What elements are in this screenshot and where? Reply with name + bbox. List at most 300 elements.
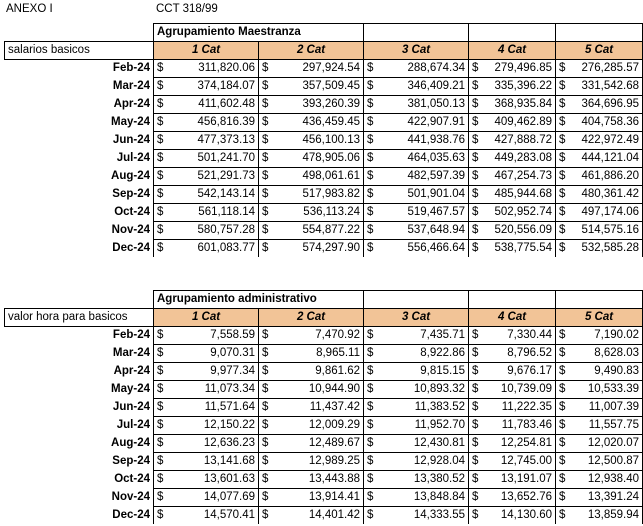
- currency-symbol: $: [157, 98, 164, 110]
- currency-symbol: $: [367, 152, 374, 164]
- value-cell: [154, 150, 259, 168]
- value-cell: [556, 345, 643, 363]
- currency-symbol: $: [367, 134, 374, 146]
- month-label: Apr-24: [113, 98, 150, 110]
- amount: 13,380.52: [413, 473, 465, 485]
- category-header: 1 Cat: [154, 42, 259, 60]
- value-cell: [259, 417, 364, 435]
- amount: 13,391.24: [587, 491, 639, 503]
- amount: 381,050.13: [407, 98, 465, 110]
- value-cell: [469, 363, 556, 381]
- value-cell: [259, 132, 364, 150]
- currency-symbol: $: [559, 170, 566, 182]
- currency-symbol: $: [262, 419, 269, 431]
- value-cell: [364, 222, 469, 240]
- month-label: Feb-24: [112, 329, 150, 342]
- amount: 13,859.94: [587, 509, 639, 521]
- amount: 8,628.03: [594, 347, 639, 359]
- currency-symbol: $: [472, 365, 479, 377]
- currency-symbol: $: [262, 242, 269, 254]
- amount: 444,121.04: [581, 152, 639, 164]
- month-label: Dec-24: [112, 508, 150, 521]
- currency-symbol: $: [157, 491, 164, 503]
- month-label: Aug-24: [111, 437, 150, 449]
- value-cell: [259, 345, 364, 363]
- currency-symbol: $: [367, 170, 374, 182]
- table-row: [5, 327, 643, 345]
- amount: 13,914.41: [308, 491, 360, 503]
- value-cell: [556, 435, 643, 453]
- table-row: [5, 222, 643, 240]
- currency-symbol: $: [367, 491, 374, 503]
- value-cell: [469, 240, 556, 258]
- currency-symbol: $: [157, 206, 164, 218]
- value-cell: [364, 204, 469, 222]
- value-cell: [469, 345, 556, 363]
- currency-symbol: $: [559, 152, 566, 164]
- month-label: Nov-24: [111, 224, 150, 236]
- value-cell: [469, 399, 556, 417]
- month-label: Jul-24: [116, 152, 150, 164]
- value-cell: [154, 345, 259, 363]
- amount: 8,965.11: [316, 347, 360, 359]
- table-row: [5, 345, 643, 363]
- currency-symbol: $: [472, 455, 479, 467]
- amount: 502,952.74: [494, 206, 552, 218]
- currency-symbol: $: [559, 347, 566, 359]
- amount: 11,437.42: [309, 401, 360, 413]
- currency-symbol: $: [559, 62, 566, 74]
- amount: 449,283.08: [494, 152, 552, 164]
- table-row: [5, 507, 643, 525]
- currency-symbol: $: [559, 80, 566, 92]
- currency-symbol: $: [157, 242, 164, 254]
- month-label: Nov-24: [111, 491, 150, 503]
- value-cell: [154, 96, 259, 114]
- currency-symbol: $: [157, 383, 164, 395]
- amount: 297,924.54: [302, 62, 360, 74]
- value-cell: [154, 471, 259, 489]
- value-cell: [556, 453, 643, 471]
- value-cell: [556, 363, 643, 381]
- maestranza-table: [4, 23, 643, 257]
- value-cell: [259, 381, 364, 399]
- currency-symbol: $: [472, 188, 479, 200]
- amount: 12,745.00: [500, 455, 552, 467]
- amount: 536,113.24: [303, 206, 360, 218]
- currency-symbol: $: [472, 419, 479, 431]
- amount: 514,575.16: [581, 224, 639, 236]
- month-label: Sep-24: [112, 455, 150, 467]
- currency-symbol: $: [157, 473, 164, 485]
- amount: 12,928.04: [413, 455, 465, 467]
- table-row: [5, 132, 643, 150]
- currency-symbol: $: [262, 224, 269, 236]
- amount: 501,241.70: [197, 152, 255, 164]
- currency-symbol: $: [559, 98, 566, 110]
- currency-symbol: $: [367, 401, 374, 413]
- value-cell: [469, 186, 556, 204]
- amount: 411,602.48: [198, 98, 255, 110]
- category-header: 2 Cat: [259, 42, 364, 60]
- amount: 456,100.13: [302, 134, 360, 146]
- value-cell: [154, 168, 259, 186]
- value-cell: [556, 327, 643, 345]
- currency-symbol: $: [367, 365, 374, 377]
- amount: 13,601.63: [203, 473, 255, 485]
- amount: 12,989.25: [308, 455, 360, 467]
- amount: 461,886.20: [581, 170, 639, 182]
- value-cell: [259, 78, 364, 96]
- amount: 532,585.28: [581, 242, 639, 254]
- amount: 404,758.36: [581, 116, 639, 128]
- amount: 14,333.55: [413, 509, 465, 521]
- amount: 9,977.34: [210, 365, 255, 377]
- value-cell: [154, 204, 259, 222]
- currency-symbol: $: [472, 80, 479, 92]
- value-cell: [259, 60, 364, 78]
- value-cell: [469, 453, 556, 471]
- amount: 10,944.90: [308, 383, 360, 395]
- value-cell: [469, 204, 556, 222]
- currency-symbol: $: [472, 491, 479, 503]
- group-title: Agrupamiento administrativo: [154, 291, 364, 309]
- row-label: salarios basicos: [5, 42, 154, 60]
- value-cell: [556, 222, 643, 240]
- value-cell: [469, 60, 556, 78]
- currency-symbol: $: [559, 491, 566, 503]
- amount: 12,430.81: [413, 437, 465, 449]
- value-cell: [154, 186, 259, 204]
- amount: 335,396.22: [494, 80, 552, 92]
- amount: 521,291.73: [197, 170, 255, 182]
- amount: 12,489.67: [308, 437, 360, 449]
- currency-symbol: $: [472, 134, 479, 146]
- value-cell: [364, 132, 469, 150]
- table-row: [5, 381, 643, 399]
- month-label: May-24: [111, 383, 150, 395]
- currency-symbol: $: [559, 242, 566, 254]
- currency-symbol: $: [559, 206, 566, 218]
- amount: 456,816.39: [197, 116, 255, 128]
- currency-symbol: $: [157, 455, 164, 467]
- amount: 7,470.92: [315, 329, 360, 341]
- amount: 393,260.39: [302, 98, 360, 110]
- value-cell: [364, 78, 469, 96]
- value-cell: [364, 150, 469, 168]
- value-cell: [154, 399, 259, 417]
- currency-symbol: $: [472, 206, 479, 218]
- currency-symbol: $: [262, 401, 269, 413]
- row-label: valor hora para basicos: [5, 309, 154, 327]
- category-header: 1 Cat: [154, 309, 259, 327]
- amount: 11,783.46: [501, 419, 552, 431]
- value-cell: [154, 60, 259, 78]
- value-cell: [364, 471, 469, 489]
- value-cell: [259, 114, 364, 132]
- currency-symbol: $: [157, 62, 164, 74]
- amount: 517,983.82: [302, 188, 360, 200]
- month-label: Aug-24: [111, 170, 150, 182]
- amount: 580,757.28: [197, 224, 255, 236]
- amount: 288,674.34: [407, 62, 465, 74]
- amount: 422,972.49: [581, 134, 639, 146]
- table-row: [5, 240, 643, 258]
- amount: 12,254.81: [500, 437, 552, 449]
- amount: 537,648.94: [407, 224, 465, 236]
- value-cell: [364, 453, 469, 471]
- amount: 8,796.52: [507, 347, 552, 359]
- currency-symbol: $: [367, 455, 374, 467]
- value-cell: [469, 417, 556, 435]
- amount: 10,893.32: [413, 383, 465, 395]
- value-cell: [259, 222, 364, 240]
- currency-symbol: $: [559, 365, 566, 377]
- amount: 276,285.57: [581, 62, 639, 74]
- value-cell: [364, 60, 469, 78]
- month-label: Oct-24: [114, 473, 150, 485]
- value-cell: [556, 240, 643, 258]
- value-cell: [469, 435, 556, 453]
- value-cell: [154, 453, 259, 471]
- month-label: Mar-24: [112, 80, 150, 92]
- currency-symbol: $: [262, 134, 269, 146]
- amount: 7,330.44: [507, 329, 552, 341]
- table-row: [5, 204, 643, 222]
- currency-symbol: $: [559, 383, 566, 395]
- currency-symbol: $: [262, 437, 269, 449]
- currency-symbol: $: [157, 329, 164, 341]
- currency-symbol: $: [262, 152, 269, 164]
- value-cell: [556, 132, 643, 150]
- currency-symbol: $: [262, 80, 269, 92]
- value-cell: [556, 399, 643, 417]
- amount: 10,533.39: [587, 383, 639, 395]
- table-row: [5, 453, 643, 471]
- value-cell: [259, 168, 364, 186]
- currency-symbol: $: [262, 329, 269, 341]
- value-cell: [364, 186, 469, 204]
- amount: 311,820.06: [198, 62, 255, 74]
- month-label: Apr-24: [113, 365, 150, 377]
- amount: 11,571.64: [204, 401, 255, 413]
- value-cell: [259, 240, 364, 258]
- value-cell: [469, 168, 556, 186]
- currency-symbol: $: [472, 383, 479, 395]
- amount: 554,877.22: [302, 224, 360, 236]
- amount: 9,490.83: [594, 365, 639, 377]
- amount: 13,191.07: [500, 473, 552, 485]
- currency-symbol: $: [367, 206, 374, 218]
- value-cell: [469, 327, 556, 345]
- cct-label: CCT 318/99: [156, 3, 218, 15]
- amount: 9,815.15: [420, 365, 465, 377]
- value-cell: [556, 204, 643, 222]
- currency-symbol: $: [367, 62, 374, 74]
- amount: 346,409.21: [407, 80, 465, 92]
- value-cell: [259, 150, 364, 168]
- category-header: 4 Cat: [469, 309, 556, 327]
- amount: 422,907.91: [407, 116, 465, 128]
- currency-symbol: $: [157, 116, 164, 128]
- value-cell: [364, 345, 469, 363]
- currency-symbol: $: [157, 152, 164, 164]
- amount: 11,383.52: [414, 401, 465, 413]
- amount: 480,361.42: [581, 188, 639, 200]
- currency-symbol: $: [559, 329, 566, 341]
- month-label: Feb-24: [112, 62, 150, 75]
- value-cell: [259, 471, 364, 489]
- currency-symbol: $: [559, 455, 566, 467]
- amount: 497,174.06: [581, 206, 639, 218]
- currency-symbol: $: [367, 383, 374, 395]
- amount: 7,435.71: [420, 329, 465, 341]
- amount: 13,848.84: [413, 491, 465, 503]
- currency-symbol: $: [262, 365, 269, 377]
- value-cell: [154, 240, 259, 258]
- value-cell: [469, 381, 556, 399]
- currency-symbol: $: [367, 242, 374, 254]
- table-row: [5, 363, 643, 381]
- currency-symbol: $: [262, 491, 269, 503]
- category-header: 5 Cat: [556, 42, 643, 60]
- currency-symbol: $: [157, 365, 164, 377]
- value-cell: [556, 381, 643, 399]
- currency-symbol: $: [157, 347, 164, 359]
- amount: 427,888.72: [494, 134, 552, 146]
- amount: 409,462.89: [494, 116, 552, 128]
- value-cell: [364, 435, 469, 453]
- value-cell: [259, 489, 364, 507]
- currency-symbol: $: [262, 62, 269, 74]
- amount: 467,254.73: [494, 170, 552, 182]
- table-row: [5, 168, 643, 186]
- currency-symbol: $: [367, 509, 374, 521]
- currency-symbol: $: [262, 206, 269, 218]
- value-cell: [154, 507, 259, 525]
- currency-symbol: $: [262, 188, 269, 200]
- currency-symbol: $: [262, 347, 269, 359]
- amount: 11,557.75: [588, 419, 639, 431]
- currency-symbol: $: [559, 509, 566, 521]
- currency-symbol: $: [367, 347, 374, 359]
- value-cell: [364, 417, 469, 435]
- value-cell: [154, 417, 259, 435]
- amount: 374,184.07: [197, 80, 255, 92]
- value-cell: [556, 168, 643, 186]
- value-cell: [469, 507, 556, 525]
- value-cell: [556, 489, 643, 507]
- currency-symbol: $: [157, 188, 164, 200]
- table-row: [5, 60, 643, 78]
- value-cell: [364, 168, 469, 186]
- amount: 561,118.14: [198, 206, 255, 218]
- value-cell: [556, 96, 643, 114]
- amount: 12,009.29: [308, 419, 360, 431]
- value-cell: [259, 327, 364, 345]
- currency-symbol: $: [559, 437, 566, 449]
- value-cell: [364, 96, 469, 114]
- currency-symbol: $: [472, 473, 479, 485]
- amount: 478,905.06: [302, 152, 360, 164]
- value-cell: [259, 435, 364, 453]
- amount: 12,150.22: [203, 419, 255, 431]
- currency-symbol: $: [472, 509, 479, 521]
- currency-symbol: $: [472, 224, 479, 236]
- value-cell: [469, 96, 556, 114]
- table-row: [5, 399, 643, 417]
- amount: 477,373.13: [197, 134, 255, 146]
- value-cell: [364, 363, 469, 381]
- value-cell: [364, 240, 469, 258]
- value-cell: [556, 78, 643, 96]
- currency-symbol: $: [472, 242, 479, 254]
- amount: 14,077.69: [203, 491, 255, 503]
- amount: 368,935.84: [494, 98, 552, 110]
- value-cell: [364, 327, 469, 345]
- amount: 11,952.70: [414, 419, 465, 431]
- amount: 7,558.59: [210, 329, 255, 341]
- currency-symbol: $: [262, 455, 269, 467]
- amount: 464,035.63: [407, 152, 465, 164]
- table-row: [5, 96, 643, 114]
- value-cell: [556, 471, 643, 489]
- category-header: 3 Cat: [364, 309, 469, 327]
- value-cell: [469, 114, 556, 132]
- administrativo-table: [4, 290, 643, 524]
- value-cell: [469, 132, 556, 150]
- amount: 11,007.39: [588, 401, 639, 413]
- currency-symbol: $: [367, 224, 374, 236]
- currency-symbol: $: [262, 98, 269, 110]
- amount: 14,570.41: [203, 509, 255, 521]
- value-cell: [154, 489, 259, 507]
- amount: 279,496.85: [494, 62, 552, 74]
- value-cell: [556, 60, 643, 78]
- amount: 11,222.35: [501, 401, 552, 413]
- value-cell: [469, 471, 556, 489]
- amount: 11,073.34: [204, 383, 255, 395]
- value-cell: [469, 78, 556, 96]
- currency-symbol: $: [367, 188, 374, 200]
- currency-symbol: $: [262, 383, 269, 395]
- month-label: Oct-24: [114, 206, 150, 218]
- value-cell: [364, 381, 469, 399]
- amount: 357,509.45: [302, 80, 360, 92]
- group-title: Agrupamiento Maestranza: [154, 24, 364, 42]
- amount: 436,459.45: [302, 116, 360, 128]
- amount: 501,901.04: [407, 188, 465, 200]
- amount: 520,556.09: [494, 224, 552, 236]
- currency-symbol: $: [472, 116, 479, 128]
- value-cell: [259, 453, 364, 471]
- currency-symbol: $: [157, 170, 164, 182]
- currency-symbol: $: [367, 419, 374, 431]
- value-cell: [154, 78, 259, 96]
- currency-symbol: $: [472, 347, 479, 359]
- month-label: May-24: [111, 116, 150, 128]
- value-cell: [259, 399, 364, 417]
- currency-symbol: $: [157, 509, 164, 521]
- table-row: [5, 78, 643, 96]
- currency-symbol: $: [157, 437, 164, 449]
- month-label: Dec-24: [112, 241, 150, 254]
- amount: 13,141.68: [203, 455, 255, 467]
- amount: 9,070.31: [210, 347, 255, 359]
- currency-symbol: $: [559, 188, 566, 200]
- amount: 13,443.88: [308, 473, 360, 485]
- amount: 12,636.23: [203, 437, 255, 449]
